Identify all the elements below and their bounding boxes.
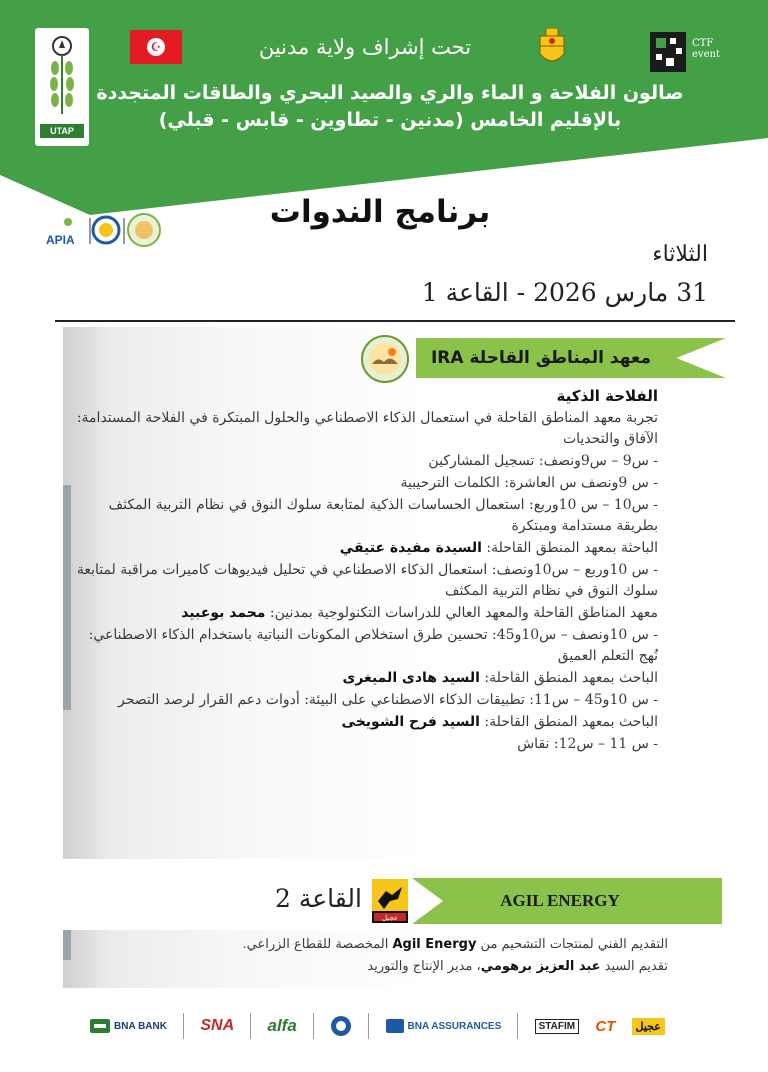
bna-bank-logo [90,1019,167,1033]
speaker-name: محمد بوعبيد [181,605,266,621]
program-line: - س 10وربع – س10ونصف: استعمال الذكاء الاصطناعي في تحليل فيديوهات كاميرات مراقبة لمتابعة سلوك النوق في نظام التربية المكثف [76,562,658,599]
speaker-name: السيدة مفيدة عتيقي [339,540,482,556]
insurance-mutual-logo-icon [330,1015,352,1037]
tunisia-flag-icon [130,30,182,64]
desc-text: المخصصة للقطاع الزراعي. [242,937,393,952]
speaker-line [76,668,658,689]
divider [517,1013,518,1039]
salon-title-line2: بالإقليم الخامس (مدنين - تطاوين - قابس - قبلي) [158,109,622,131]
presenter-text: تقديم السيد [600,959,668,974]
ctf-qr-icon [648,30,688,74]
session2-content [78,934,668,978]
presenter-text: ، مدير الإنتاج والتوريد [367,959,481,974]
session1-content [76,386,658,756]
bna-assurances-icon [386,1019,404,1033]
salon-title-line1: صالون الفلاحة و الماء والري والصيد البحري والطاقات المتجددة [96,82,684,104]
day-label: الثلاثاء [652,242,708,267]
program-line: تجربة معهد المناطق القاحلة في استعمال الذكاء الاصطناعي والحلول المبتكرة في الفلاحة المستدامة: الآفاق والتحديات [76,410,658,447]
crescent-star-icon: ☪ [147,38,165,56]
speaker-name: السيد هادى الميغرى [342,670,480,686]
divider [183,1013,184,1039]
agil-logo-icon [372,879,408,923]
divider [368,1013,369,1039]
date-hall-label: 31 مارس 2026 - القاعة 1 [421,278,708,307]
bna-bank-icon [90,1019,110,1033]
partner-logos [44,212,174,248]
program-title: برنامج الندوات [269,194,491,230]
presenter-name: عبد العزيز برهومي [480,959,601,974]
apia-label: APIA [46,233,75,247]
institute-name: معهد المناطق القاحلة IRA [430,348,652,368]
agil-sponsor-logo [632,1018,665,1035]
brand-name: Agil Energy [392,937,477,952]
speaker-role: معهد المناطق القاحلة والمعهد العالي للدراسات التكنولوجية بمدنين: [265,605,658,621]
session2-description [78,934,668,956]
bna-bank-label: BNA BANK [114,1020,167,1032]
speaker-role: الباحثة بمعهد المنطق القاحلة: [481,540,658,556]
alfa-label: alfa [267,1016,297,1035]
sponsor-strip [90,1010,665,1042]
utap-label: UTAP [40,124,84,138]
ctf-event-logo [648,30,723,74]
salon-title [95,80,685,134]
ct-logo [595,1018,615,1035]
ctf-label: CTF [692,38,714,49]
speaker-line [76,603,658,624]
company-name: AGIL ENERGY [500,891,620,910]
wheat-pen-icon [42,34,82,120]
speaker-role: الباحث بمعهد المنطق القاحلة: [479,714,658,730]
session2-presenter [78,956,668,978]
speaker-name: السيد فرح الشويخى [341,714,480,730]
ct-label: CT [595,1017,616,1035]
divider [250,1013,251,1039]
agil-logo-text: عجيل [381,914,399,922]
ministry-logo-icon [93,217,119,243]
program-line: - س 10ونصف – س10و45: تحسين طرق استخلاص المكونات النباتية باستخدام الذكاء الاصطناعي: نُهج التعلم العميق [88,627,658,664]
ira-small-logo-icon [128,214,160,246]
speaker-line [76,712,658,733]
session-theme: الفلاحة الذكية [556,387,658,405]
program-line: - س 11 – س12: نقاش [517,736,658,752]
program-line: - س 9ونصف س العاشرة: الكلمات الترحيبية [400,475,658,491]
ira-logo-icon [360,334,410,384]
stafim-logo [535,1019,579,1034]
tunisia-emblem-icon [538,28,566,68]
alfa-logo [268,1016,297,1036]
desc-text: التقديم الفني لمنتجات التشحيم من [476,937,668,952]
bna-assurances-label: BNA ASSURANCES [407,1020,502,1032]
panel-accent-bar [63,485,71,710]
hall2-label: القاعة 2 [275,884,362,913]
apia-logo [46,218,75,247]
sna-logo [200,1017,234,1035]
ctf-sub-label: event [692,49,720,60]
bna-assurances-logo [386,1019,502,1033]
panel-accent-bar [63,930,71,960]
divider [55,320,735,322]
program-line: - س9 – س9ونصف: تسجيل المشاركين [428,453,658,469]
divider [313,1013,314,1039]
supervision-text: تحت إشراف ولاية مدنين [258,35,472,59]
agil-sponsor-label: عجيل [635,1020,661,1033]
stafim-label: STAFIM [535,1019,579,1034]
program-line: - س10 – س 10وربع: استعمال الحساسات الذكية لمتابعة سلوك النوق في نظام التربية المكثف بطريقة مستدامة ومبتكرة [108,497,658,534]
sna-label: SNA [200,1017,235,1034]
speaker-line [76,538,658,559]
utap-logo [35,28,89,146]
speaker-role: الباحث بمعهد المنطق القاحلة: [479,670,658,686]
program-line: - س 10و45 – س11: تطبيقات الذكاء الاصطناعي على البيئة: أدوات دعم القرار لرصد التصحر [117,692,658,708]
